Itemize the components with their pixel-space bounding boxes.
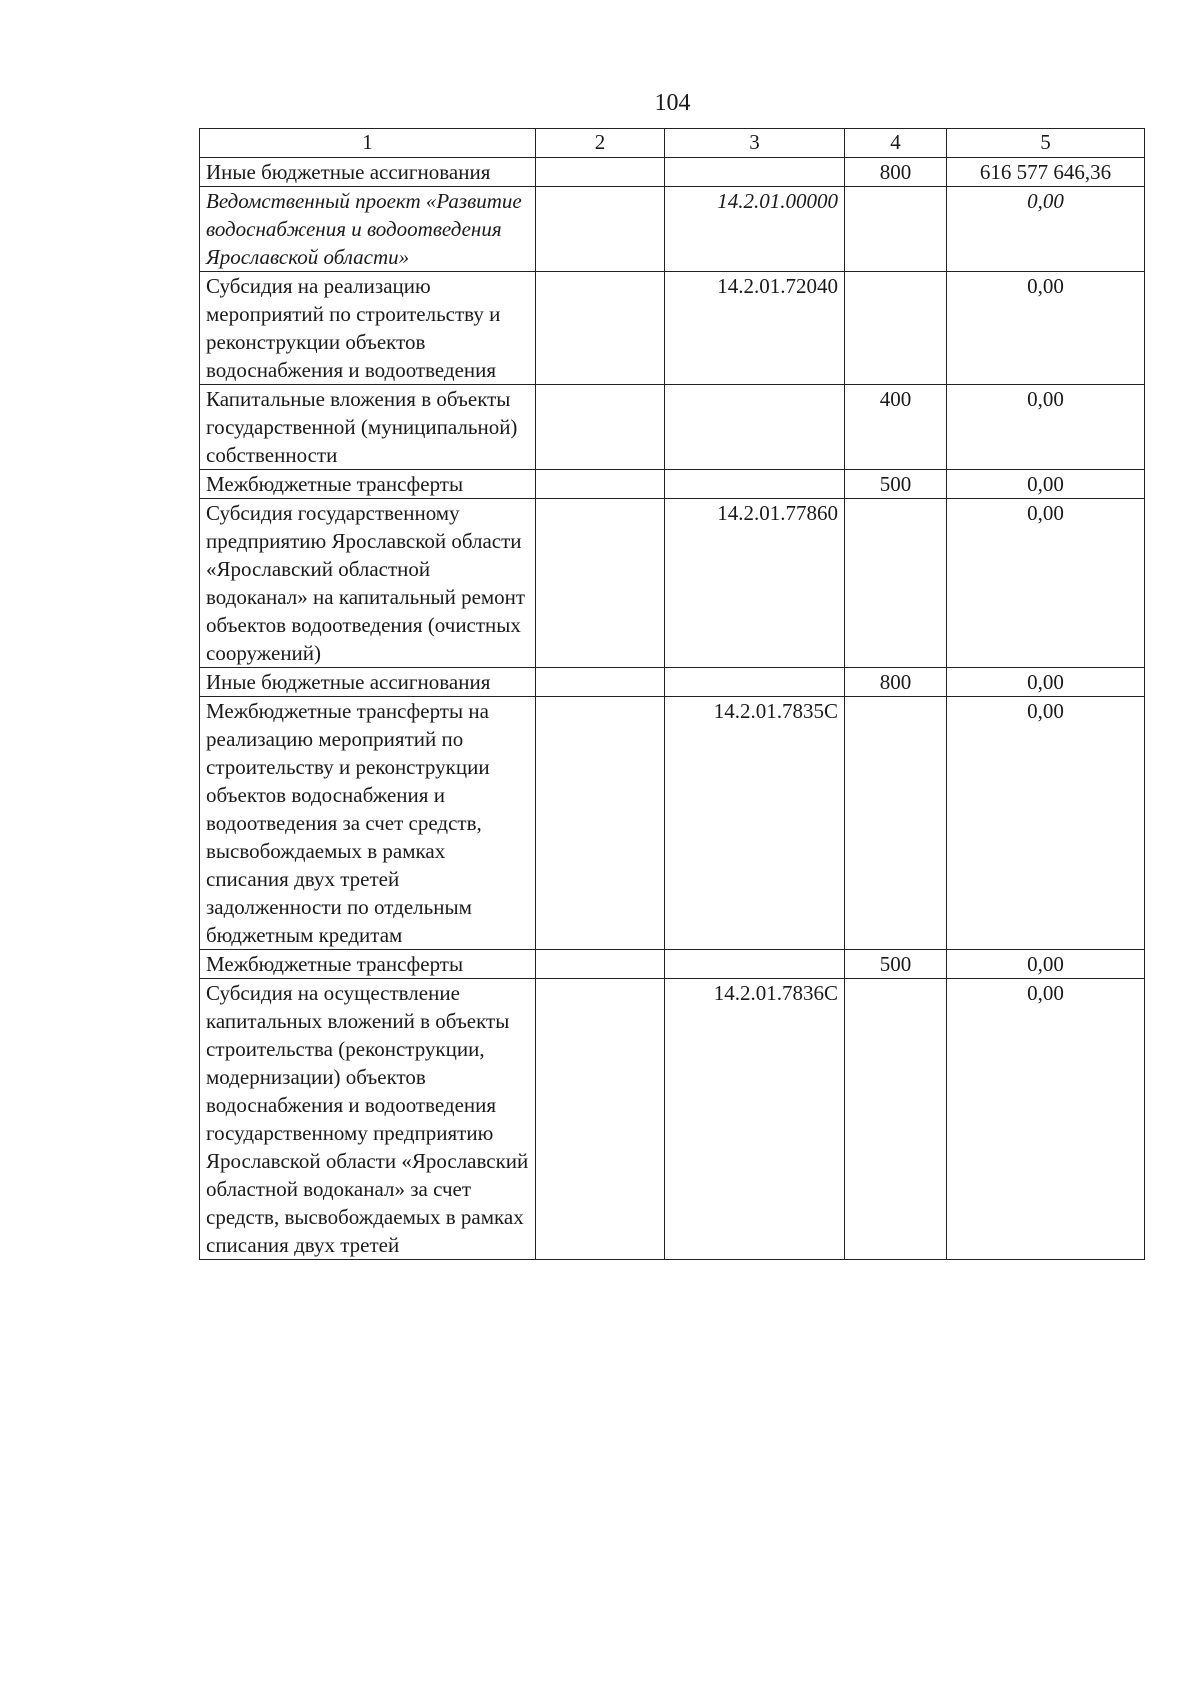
table-header-row [200,129,1145,158]
row-code-cell: 14.2.01.7835С [665,697,845,950]
table-row [200,158,1145,187]
budget-table [199,128,1145,1260]
row-col2-cell [536,979,665,1260]
row-amount-cell: 616 577 646,36 [947,158,1145,187]
row-code-cell: 14.2.01.77860 [665,499,845,668]
row-code-cell [665,385,845,470]
row-amount-cell: 0,00 [947,385,1145,470]
row-name-cell: Субсидия государственному предприятию Ярославской области «Ярославский областной водоканал» на капитальный ремонт объектов водоотведения (очистных сооружений) [200,499,536,668]
row-code-cell [665,470,845,499]
row-type-cell: 500 [845,470,947,499]
row-col2-cell [536,470,665,499]
table-row [200,499,1145,668]
table-row [200,668,1145,697]
row-code-cell: 14.2.01.00000 [665,187,845,272]
row-type-cell: 800 [845,668,947,697]
row-code-cell [665,158,845,187]
row-amount-cell: 0,00 [947,187,1145,272]
row-type-cell: 800 [845,158,947,187]
row-code-cell: 14.2.01.7836С [665,979,845,1260]
table-row [200,979,1145,1260]
row-type-cell [845,187,947,272]
row-name-cell: Субсидия на реализацию мероприятий по строительству и реконструкции объектов водоснабжения и водоотведения [200,272,536,385]
row-name-cell: Межбюджетные трансферты [200,950,536,979]
table-row [200,470,1145,499]
table-row [200,385,1145,470]
table-body [200,158,1145,1260]
row-col2-cell [536,158,665,187]
header-col-5: 5 [947,129,1145,158]
row-type-cell [845,499,947,668]
row-col2-cell [536,950,665,979]
row-amount-cell: 0,00 [947,470,1145,499]
header-col-1: 1 [200,129,536,158]
row-name-cell: Иные бюджетные ассигнования [200,158,536,187]
row-amount-cell: 0,00 [947,499,1145,668]
row-type-cell [845,697,947,950]
row-col2-cell [536,272,665,385]
row-col2-cell [536,668,665,697]
page-number: 104 [654,90,691,116]
table-row [200,272,1145,385]
table-row [200,950,1145,979]
table-row [200,697,1145,950]
row-amount-cell: 0,00 [947,668,1145,697]
row-amount-cell: 0,00 [947,979,1145,1260]
row-amount-cell: 0,00 [947,272,1145,385]
row-code-cell [665,950,845,979]
table-row [200,187,1145,272]
row-name-cell: Ведомственный проект «Развитие водоснабжения и водоотведения Ярославской области» [200,187,536,272]
row-code-cell [665,668,845,697]
row-amount-cell: 0,00 [947,697,1145,950]
header-col-3: 3 [665,129,845,158]
header-col-2: 2 [536,129,665,158]
row-name-cell: Иные бюджетные ассигнования [200,668,536,697]
row-col2-cell [536,697,665,950]
row-type-cell: 500 [845,950,947,979]
header-col-4: 4 [845,129,947,158]
row-type-cell [845,272,947,385]
row-amount-cell: 0,00 [947,950,1145,979]
row-name-cell: Межбюджетные трансферты на реализацию мероприятий по строительству и реконструкции объектов водоснабжения и водоотведения за счет средств, высвобождаемых в рамках списания двух третей задолженности по отдельным бюджетным кредитам [200,697,536,950]
row-type-cell [845,979,947,1260]
row-col2-cell [536,187,665,272]
row-name-cell: Межбюджетные трансферты [200,470,536,499]
row-col2-cell [536,499,665,668]
row-type-cell: 400 [845,385,947,470]
row-name-cell: Капитальные вложения в объекты государственной (муниципальной) собственности [200,385,536,470]
row-code-cell: 14.2.01.72040 [665,272,845,385]
row-name-cell: Субсидия на осуществление капитальных вложений в объекты строительства (реконструкции, модернизации) объектов водоснабжения и водоотведения государственному предприятию Ярославской области «Ярославский областной водоканал» за счет средств, высвобождаемых в рамках списания двух третей [200,979,536,1260]
row-col2-cell [536,385,665,470]
